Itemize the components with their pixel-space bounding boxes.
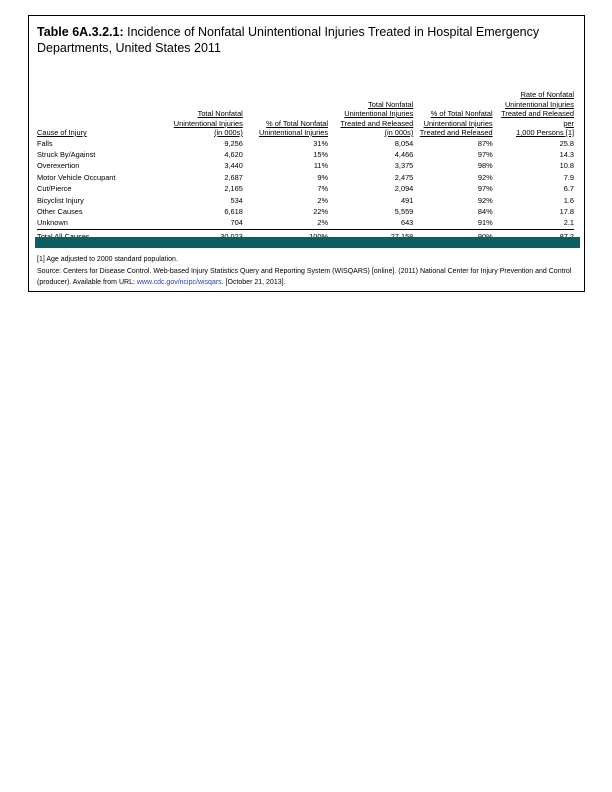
value-cell: 6,618 [224,206,243,216]
source-suffix: . [October 21, 2013]. [221,279,286,286]
cause-cell: Other Causes [37,206,83,216]
value-cell: 491 [400,195,414,205]
header-row [37,90,574,138]
injury-table [37,90,574,244]
value-cell: 2,687 [224,172,243,182]
table-row [37,217,574,229]
footer-color-bar [35,237,580,248]
source-note [37,266,582,289]
column-header-line: Cause of Injury [37,128,87,137]
value-cell: 2.1 [563,218,574,228]
value-cell: 643 [400,218,414,228]
cause-cell: Bicyclist Injury [37,195,84,205]
cause-cell: Cut/Pierce [37,184,72,194]
value-cell: 8,054 [394,138,414,148]
column-header-line: Unintentional Injuries [504,99,574,109]
column-header-line: Unintentional Injuries [423,118,493,128]
value-cell: 87% [477,138,493,148]
cause-cell: Struck By/Against [37,149,96,159]
value-cell: 98% [477,161,493,171]
value-cell: 97% [477,149,493,159]
column-header-3 [243,90,328,138]
value-cell: 92% [477,195,493,205]
table-body [37,138,574,244]
column-header-line: (in 000s) [384,128,414,137]
value-cell: 534 [230,195,243,205]
table-row [37,149,574,160]
table-row [37,183,574,194]
column-header-4 [328,90,413,138]
table-row [37,138,574,149]
value-cell: 2,475 [394,172,414,182]
column-header-line: Treated and Released per [501,109,574,128]
column-header-line: Unintentional Injuries [173,118,243,128]
table-row [37,195,574,206]
value-cell: 6.7 [563,184,574,194]
source-text: Source: Centers for Disease Control. Web-based Injury Statistics Query and Reporting System (WISQARS) [online]. (2011) National Center for Injury Prevention and Control (producer). Available from URL: [37,267,572,286]
value-cell: 1.6 [563,195,574,205]
table-row [37,172,574,183]
column-header-line: (in 000s) [214,128,243,137]
table-row [37,206,574,217]
table-row [37,160,574,171]
column-header-line: % of Total Nonfatal [266,118,329,128]
cause-cell: Unknown [37,218,68,228]
cause-cell: Motor Vehicle Occupant [37,172,116,182]
table-frame [28,15,585,292]
value-cell: 84% [477,206,493,216]
table-notes [37,254,582,289]
value-cell: 7.9 [563,172,574,182]
value-cell: 5,559 [394,206,414,216]
table-title-text: Incidence of Nonfatal Unintentional Injuries Treated in Hospital Emergency Departments, United States 2011 [37,25,540,55]
column-header-line: Treated and Released [340,118,414,128]
table-title [37,24,582,56]
column-header-line: Total Nonfatal [197,109,243,118]
table-title-label: Table 6A.3.2.1: [37,25,124,39]
column-header-line: 1,000 Persons [1] [516,128,574,137]
value-cell: 9,256 [224,138,243,148]
value-cell: 2,094 [394,184,414,194]
cause-cell: Falls [37,138,53,148]
column-header-line: Rate of Nonfatal [520,90,574,99]
value-cell: 31% [313,138,329,148]
column-header-line: Total Nonfatal [368,99,414,109]
value-cell: 3,375 [394,161,414,171]
value-cell: 2,165 [224,184,243,194]
value-cell: 97% [477,184,493,194]
cause-cell: Overexertion [37,161,80,171]
column-header-5 [413,90,492,138]
source-link[interactable]: www.cdc.gov/ncipc/wisqars [136,279,222,286]
value-cell: 4,620 [224,149,243,159]
value-cell: 704 [230,218,243,228]
value-cell: 2% [317,218,329,228]
value-cell: 2% [317,195,329,205]
value-cell: 15% [313,149,329,159]
column-header-1 [37,90,156,138]
column-header-line: % of Total Nonfatal [430,109,493,118]
value-cell: 92% [477,172,493,182]
column-header-line: Unintentional Injuries [259,128,329,137]
column-header-6 [493,90,574,138]
value-cell: 14.3 [559,149,574,159]
value-cell: 4,466 [394,149,414,159]
column-header-line: Unintentional Injuries [344,109,414,118]
footnote: [1] Age adjusted to 2000 standard population. [37,256,178,263]
value-cell: 17.8 [559,206,574,216]
value-cell: 9% [317,172,329,182]
value-cell: 22% [313,206,329,216]
column-header-line: Treated and Released [419,128,493,137]
value-cell: 7% [317,184,329,194]
value-cell: 11% [313,161,329,171]
value-cell: 3,440 [224,161,243,171]
column-header-2 [156,90,243,138]
value-cell: 10.8 [559,161,574,171]
value-cell: 25.8 [559,138,574,148]
value-cell: 91% [477,218,493,228]
